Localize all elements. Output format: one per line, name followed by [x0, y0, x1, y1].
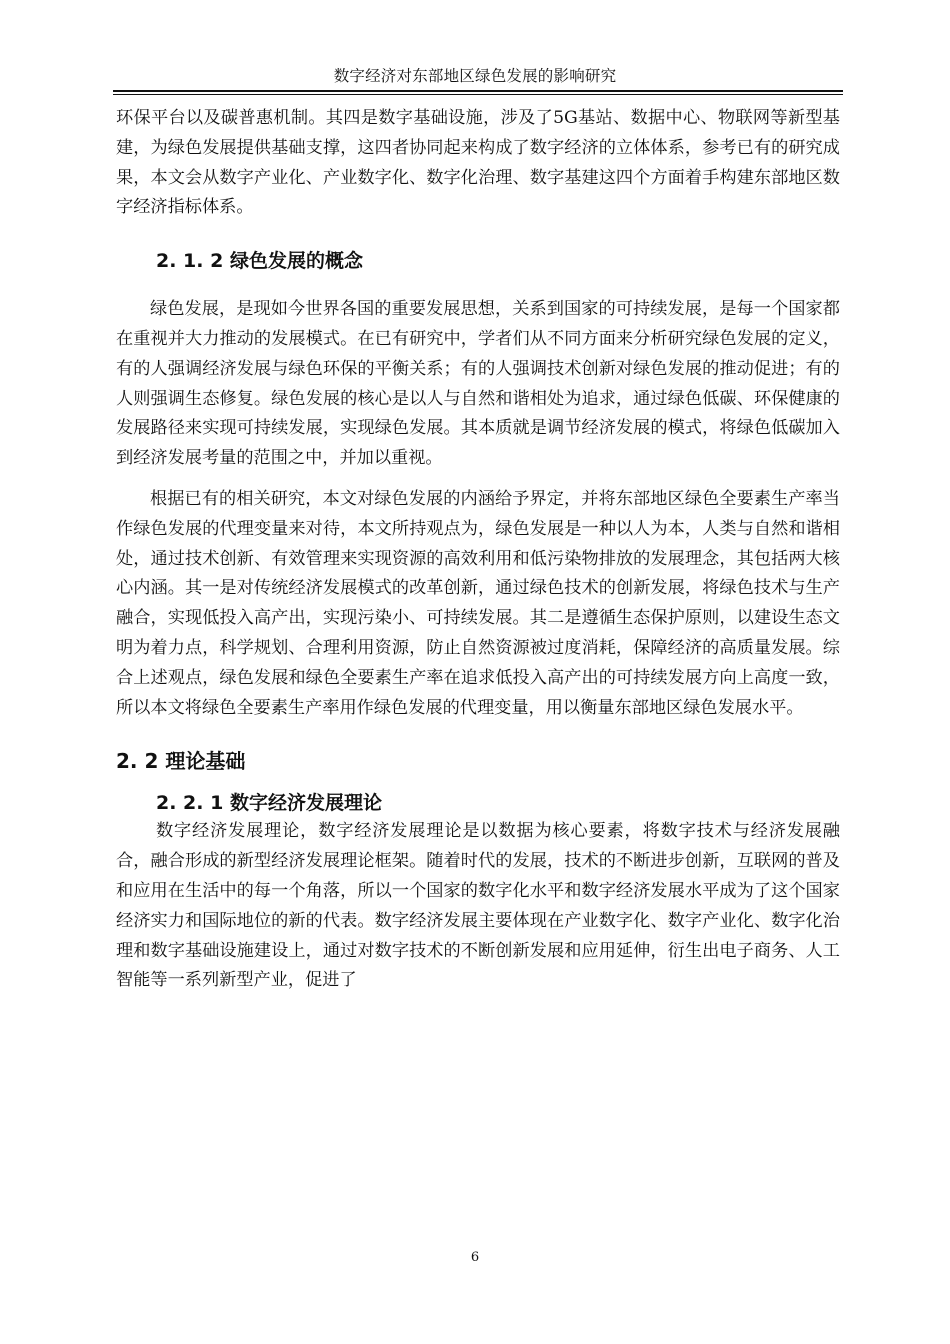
heading-2-1-2: 2. 1. 2 绿色发展的概念	[156, 250, 363, 273]
running-header-title: 数字经济对东部地区绿色发展的影响研究	[333, 67, 617, 85]
heading-2-2: 2. 2 理论基础	[116, 749, 246, 774]
page-number: 6	[470, 1250, 480, 1265]
paragraph-green-development-definition: 绿色发展，是现如今世界各国的重要发展思想，关系到国家的可持续发展，是每一个国家都在重视并大力推动的发展模式。在已有研究中，学者们从不同方面来分析研究绿色发展的定义，有的人强调经济发展与绿色环保的平衡关系；有的人强调技术创新对绿色发展的推动促进；有的人则强调生态修复。绿色发展的核心是以人与自然和谐相处为追求，通过绿色低碳、环保健康的发展路径来实现可持续发展，实现绿色发展。其本质就是调节经济发展的模式，将绿色低碳加入到经济发展考量的范围之中，并加以重视。	[116, 299, 840, 469]
header-rule-thick	[113, 90, 843, 92]
heading-2-2-1: 2. 2. 1 数字经济发展理论	[156, 792, 382, 815]
paragraph-green-development-connotation: 根据已有的相关研究，本文对绿色发展的内涵给予界定，并将东部地区绿色全要素生产率当作绿色发展的代理变量来对待，本文所持观点为，绿色发展是一种以人为本，人类与自然和谐相处，通过技术创新、有效管理来实现资源的高效利用和低污染物排放的发展理念，其包括两大核心内涵。其一是对传统经济发展模式的改革创新，通过绿色技术的创新发展，将绿色技术与生产融合，实现低投入高产出，实现污染小、可持续发展。其二是遵循生态保护原则，以建设生态文明为着力点，科学规划、合理利用资源，防止自然资源被过度消耗，保障经济的高质量发展。综合上述观点，绿色发展和绿色全要素生产率在追求低投入高产出的可持续发展方向上高度一致，所以本文将绿色全要素生产率用作绿色发展的代理变量，用以衡量东部地区绿色发展水平。	[116, 488, 840, 718]
paragraph-digital-economy-theory: 数字经济发展理论，数字经济发展理论是以数据为核心要素，将数字技术与经济发展融合，融合形成的新型经济发展理论框架。随着时代的发展，技术的不断进步创新，互联网的普及和应用在生活中的每一个角落，所以一个国家的数字化水平和数字经济发展水平成为了这个国家经济实力和国际地位的新的代表。数字经济发展主要体现在产业数字化、数字产业化、数字化治理和数字基础设施建设上，通过对数字技术的不断创新发展和应用延伸，衍生出电子商务、人工智能等一系列新型产业，促进了	[116, 821, 840, 991]
header-rule-thin	[113, 94, 843, 95]
paragraph-continuation: 环保平台以及碳普惠机制。其四是数字基础设施，涉及了5G基站、数据中心、物联网等新型基建，为绿色发展提供基础支撑，这四者协同起来构成了数字经济的立体体系，参考已有的研究成果，本文会从数字产业化、产业数字化、数字化治理、数字基建这四个方面着手构建东部地区数字经济指标体系。	[116, 108, 840, 218]
page-body	[116, 104, 840, 996]
